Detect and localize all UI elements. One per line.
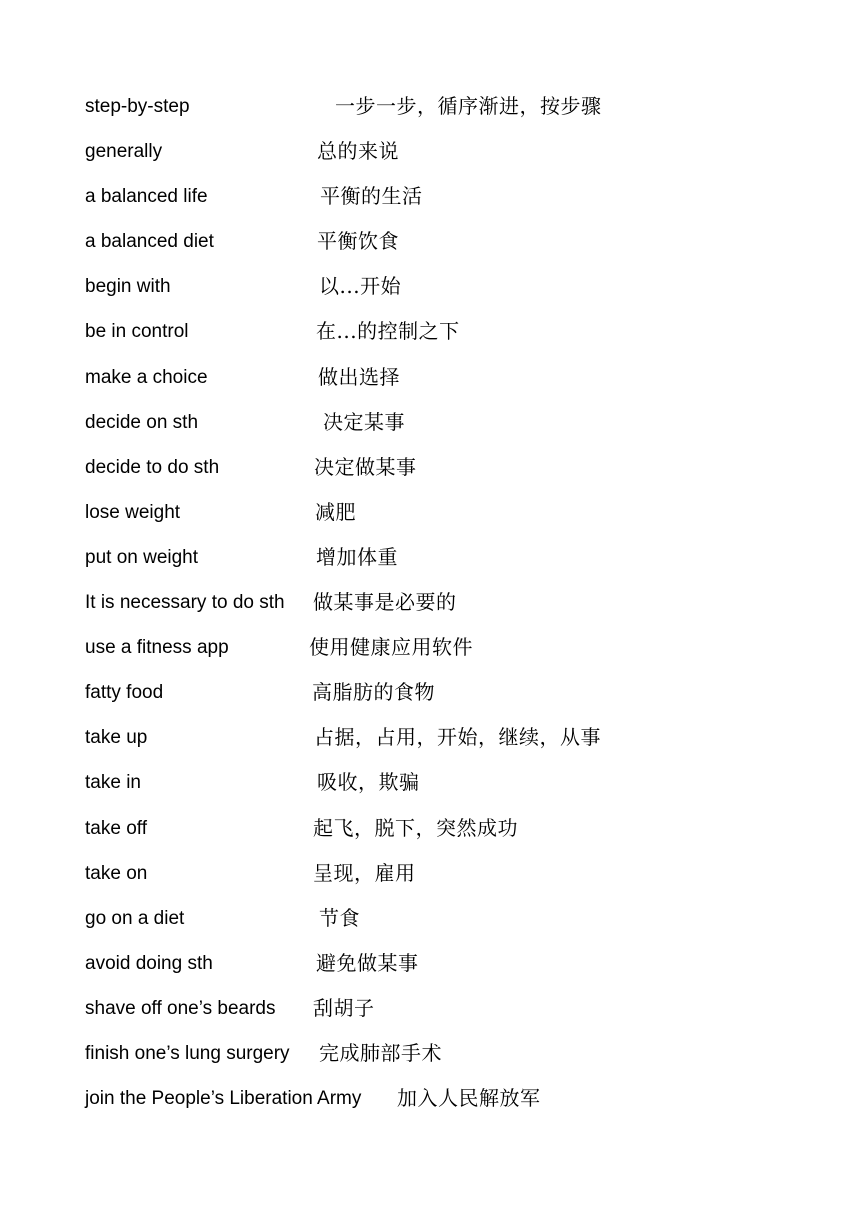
chinese-meaning: 呈现，雇用 (313, 860, 416, 885)
english-phrase: step-by-step (85, 96, 190, 117)
chinese-meaning: 完成肺部手术 (319, 1040, 442, 1065)
english-phrase: take in (85, 772, 141, 794)
list-item (85, 359, 785, 404)
chinese-meaning: 总的来说 (317, 139, 399, 164)
english-phrase: take on (85, 862, 148, 884)
list-item (85, 404, 785, 449)
list-item (85, 764, 785, 809)
english-phrase: put on weight (85, 546, 199, 568)
chinese-meaning: 一步一步，循序渐进，按步骤 (335, 94, 602, 118)
english-phrase: a balanced life (85, 186, 208, 208)
list-item (85, 584, 785, 629)
chinese-meaning: 决定做某事 (314, 454, 417, 479)
list-item (85, 1035, 785, 1080)
chinese-meaning: 以...开始 (319, 274, 402, 299)
list-item (85, 449, 785, 494)
english-phrase: fatty food (85, 682, 164, 704)
english-phrase: use a fitness app (85, 637, 229, 659)
list-item (85, 1080, 785, 1125)
english-phrase: be in control (85, 321, 189, 343)
english-phrase: generally (85, 141, 163, 163)
list-item (85, 629, 785, 674)
chinese-meaning: 起飞，脱下，突然成功 (313, 815, 518, 840)
english-phrase: shave off one’s beards (85, 997, 276, 1019)
chinese-meaning: 占据，占用，开始，继续，从事 (314, 725, 601, 750)
chinese-meaning: 高脂肪的食物 (312, 680, 435, 705)
list-item (85, 494, 785, 539)
chinese-meaning: 在...的控制之下 (316, 319, 460, 344)
list-item (85, 539, 785, 584)
list-item (85, 990, 785, 1035)
english-phrase: go on a diet (85, 907, 185, 929)
english-phrase: lose weight (85, 501, 181, 523)
chinese-meaning: 做某事是必要的 (313, 590, 457, 615)
list-item (85, 719, 785, 764)
english-phrase: take off (85, 817, 147, 839)
chinese-meaning: 增加体重 (316, 544, 398, 569)
english-phrase: begin with (85, 276, 171, 298)
chinese-meaning: 平衡饮食 (317, 229, 399, 254)
list-item (85, 945, 785, 990)
list-item (85, 268, 785, 313)
english-phrase: It is necessary to do sth (85, 592, 285, 614)
list-item (85, 88, 785, 133)
chinese-meaning: 做出选择 (318, 364, 400, 389)
chinese-meaning: 节食 (319, 905, 360, 930)
list-item (85, 133, 785, 178)
english-phrase: make a choice (85, 366, 208, 388)
vocabulary-list (85, 88, 785, 1125)
english-phrase: decide to do sth (85, 456, 220, 478)
list-item (85, 223, 785, 268)
list-item (85, 810, 785, 855)
english-phrase: decide on sth (85, 411, 199, 433)
chinese-meaning: 避免做某事 (316, 950, 419, 975)
english-phrase: join the People’s Liberation Army (85, 1088, 362, 1110)
list-item (85, 674, 785, 719)
chinese-meaning: 使用健康应用软件 (309, 635, 473, 660)
english-phrase: avoid doing sth (85, 952, 213, 974)
chinese-meaning: 平衡的生活 (320, 184, 423, 209)
chinese-meaning: 刮胡子 (313, 995, 375, 1020)
chinese-meaning: 减肥 (315, 499, 356, 524)
english-phrase: a balanced diet (85, 231, 214, 253)
chinese-meaning: 加入人民解放军 (397, 1086, 541, 1111)
chinese-meaning: 吸收，欺骗 (317, 770, 420, 795)
english-phrase: finish one’s lung surgery (85, 1042, 290, 1064)
list-item (85, 313, 785, 358)
chinese-meaning: 决定某事 (323, 409, 405, 434)
english-phrase: take up (85, 727, 148, 749)
list-item (85, 900, 785, 945)
list-item (85, 178, 785, 223)
list-item (85, 855, 785, 900)
